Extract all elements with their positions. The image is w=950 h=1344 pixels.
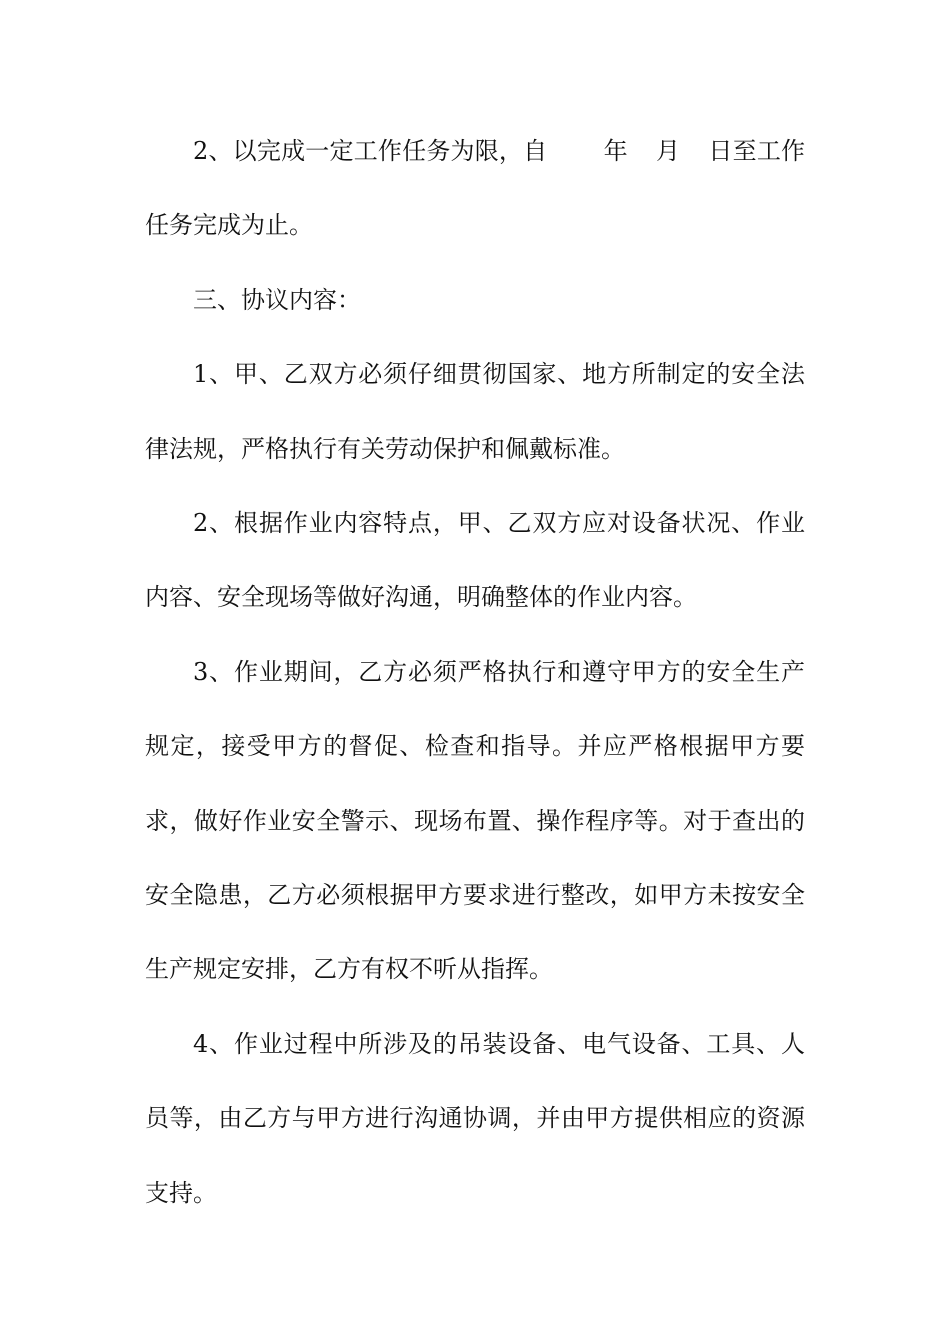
term-2-month: 月 xyxy=(655,137,681,165)
paragraph-item-2: 2、根据作业内容特点，甲、乙双方应对设备状况、作业内容、安全现场等做好沟通，明确整体的作业内容。 xyxy=(145,509,805,612)
term-2-lead: 2、以完成一定工作任务为限，自 xyxy=(193,137,548,165)
term-2-tail: 日至工作任务完成为止。 xyxy=(145,137,806,240)
paragraph-term-2 xyxy=(145,114,805,263)
document-body xyxy=(145,114,805,1230)
section-heading-agreement-content: 三、协议内容： xyxy=(193,285,361,314)
paragraph-item-3: 3、作业期间，乙方必须严格执行和遵守甲方的安全生产规定，接受甲方的督促、检查和指导。并应严格根据甲方要求，做好作业安全警示、现场布置、操作程序等。对于查出的安全隐患，乙方必须根据甲方要求进行整改，如甲方未按安全生产规定安排，乙方有权不听从指挥。 xyxy=(145,657,805,984)
paragraph-item-4: 4、作业过程中所涉及的吊装设备、电气设备、工具、人员等，由乙方与甲方进行沟通协调，并由甲方提供相应的资源支持。 xyxy=(145,1029,805,1207)
term-2-year: 年 xyxy=(603,137,628,165)
paragraph-item-1: 1、甲、乙双方必须仔细贯彻国家、地方所制定的安全法律法规，严格执行有关劳动保护和佩戴标准。 xyxy=(145,360,805,463)
